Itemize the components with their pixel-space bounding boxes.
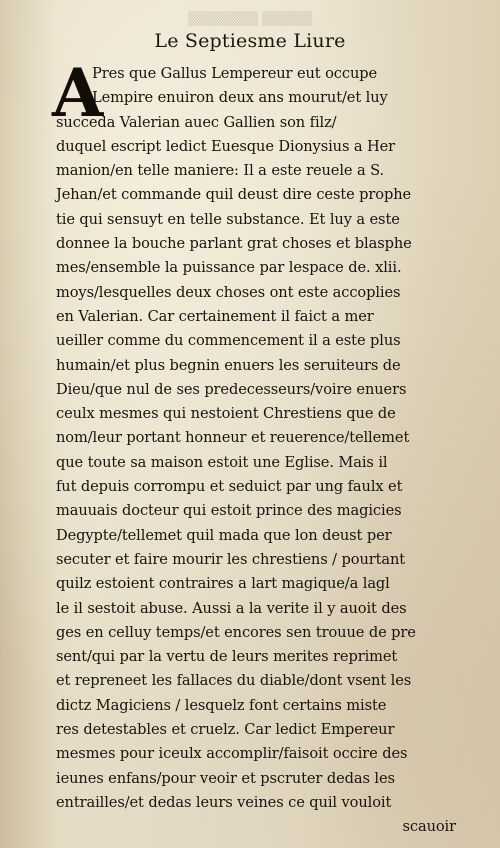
text-line-catchword: scauoir	[402, 818, 456, 836]
text-line: dictz Magiciens / lesquelz font certains miste	[56, 696, 387, 714]
text-line: Degypte/tellemet quil mada que lon deust per	[56, 526, 392, 544]
text-line: mes/ensemble la puissance par lespace de. xlii.	[56, 259, 402, 277]
text-line: moys/lesquelles deux choses ont este accoplies	[56, 283, 401, 301]
text-line: res detestables et cruelz. Car ledict Empereur	[56, 721, 395, 739]
text-line: manion/en telle maniere: Il a este reuele a S.	[56, 162, 385, 180]
text-line: ges en celluy temps/et encores sen trouue de pre	[56, 623, 416, 641]
text-line: ceulx mesmes qui nestoient Chrestiens que de	[56, 405, 396, 423]
text-line: Dieu/que nul de ses predecesseurs/voire enuers	[56, 380, 407, 398]
text-line: Pres que Gallus Lempereur eut occupe	[92, 65, 378, 82]
text-line: que toute sa maison estoit une Eglise. Mais il	[56, 453, 388, 471]
bleed-through-text: ▒▒▒▒▒ ▒▒▒▒▒▒▒	[187, 12, 313, 27]
text-line: Lempire enuiron deux ans mourut/et luy	[92, 89, 388, 107]
text-line: humain/et plus begnin enuers les seruiteurs de	[56, 356, 401, 374]
text-line: secuter et faire mourir les chrestiens / pourtant	[56, 550, 406, 568]
body-text	[56, 62, 456, 840]
text-line: entrailles/et dedas leurs veines ce quil vouloit	[56, 793, 392, 811]
text-line: mauuais docteur qui estoit prince des magicies	[56, 502, 402, 520]
running-head: Le Septiesme Liure	[154, 30, 346, 52]
text-line: fut depuis corrompu et seduict par ung faulx et	[56, 478, 403, 496]
text-line: duquel escript ledict Euesque Dionysius a Her	[56, 137, 396, 155]
text-line: le il sestoit abuse. Aussi a la verite il y auoit des	[56, 599, 407, 617]
drop-capital: A	[52, 54, 104, 132]
text-line: nom/leur portant honneur et reuerence/tellemet	[56, 429, 410, 447]
text-line: ueiller comme du commencement il a este plus	[56, 332, 401, 350]
text-line: mesmes pour iceulx accomplir/faisoit occire des	[56, 745, 408, 763]
text-line: en Valerian. Car certainement il faict a mer	[56, 307, 374, 325]
text-line: quilz estoient contraires a lart magique/a lagl	[56, 575, 390, 593]
text-line: et repreneet les fallaces du diable/dont vsent les	[56, 672, 412, 690]
text-line: sent/qui par la vertu de leurs merites reprimet	[56, 648, 398, 666]
text-line: donnee la bouche parlant grat choses et blasphe	[56, 235, 412, 253]
text-line: Jehan/et commande quil deust dire ceste prophe	[56, 186, 412, 204]
text-line: tie qui sensuyt en telle substance. Et luy a este	[56, 210, 400, 228]
text-line: ieunes enfans/pour veoir et pscruter dedas les	[56, 769, 395, 787]
text-line: succeda Valerian auec Gallien son filz/	[56, 113, 337, 131]
